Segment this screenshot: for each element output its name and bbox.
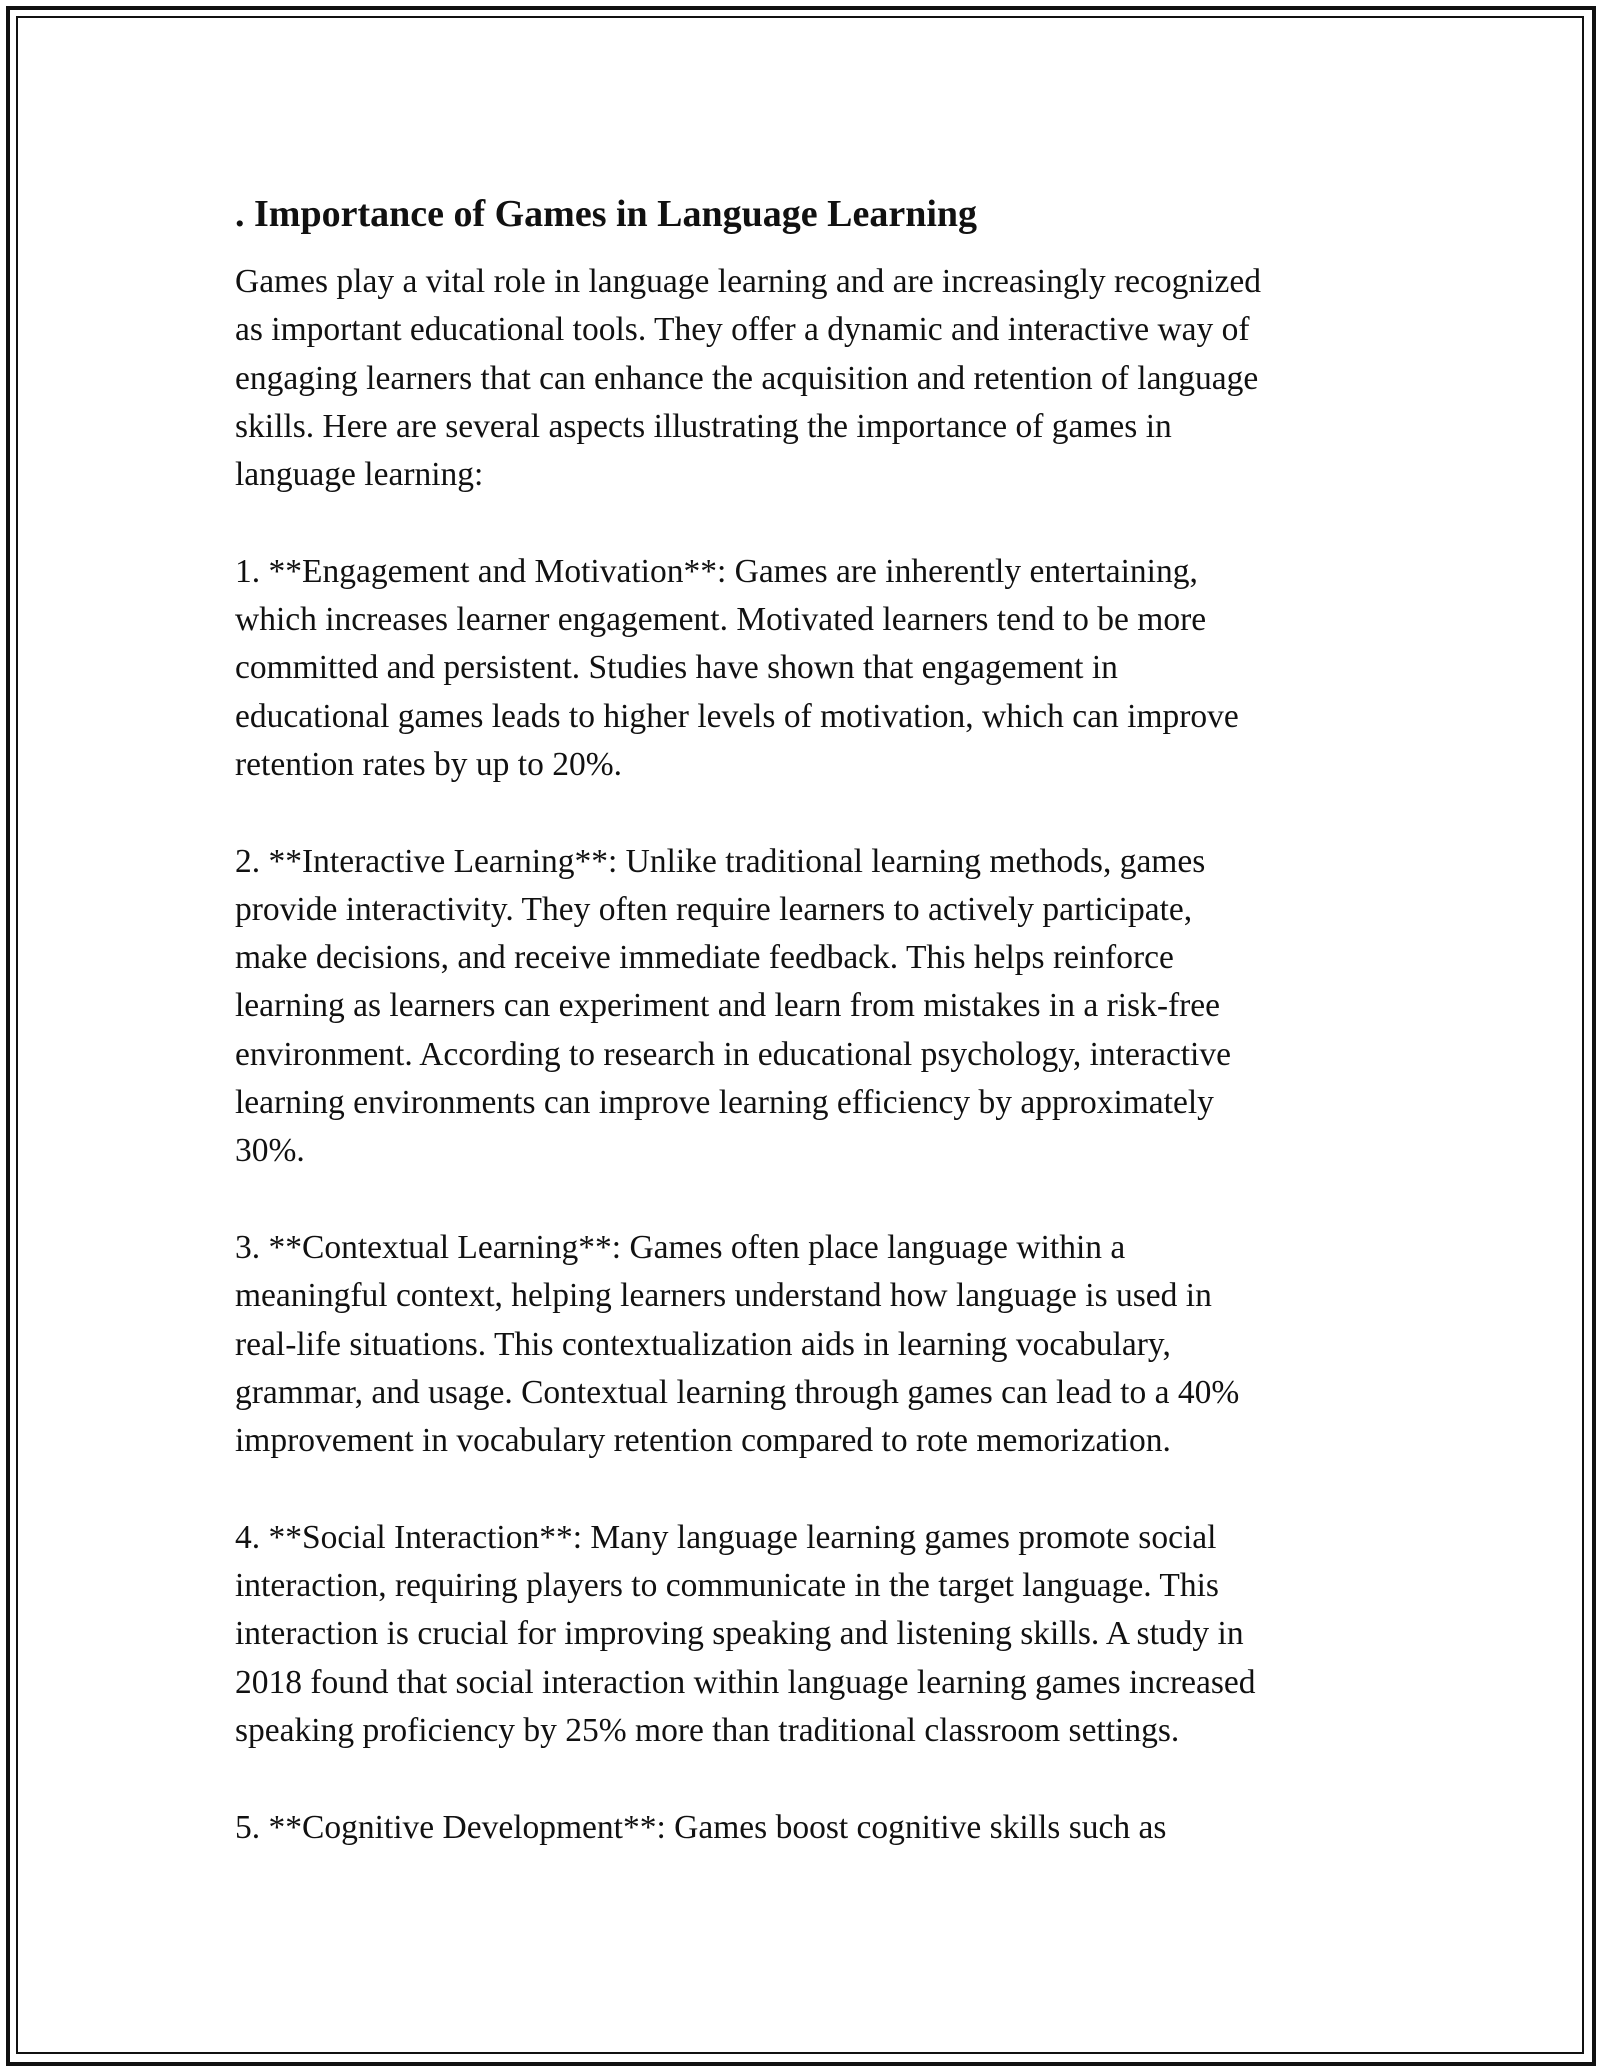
intro-paragraph bbox=[235, 258, 1375, 499]
page-title: . Importance of Games in Language Learning bbox=[235, 193, 978, 235]
text-line: improvement in vocabulary retention compared to rote memorization. bbox=[235, 1422, 1171, 1460]
point-interactive-paragraph bbox=[235, 838, 1375, 1176]
text-line: skills. Here are several aspects illustrating the importance of games in bbox=[235, 407, 1172, 445]
text-line: which increases learner engagement. Motivated learners tend to be more bbox=[235, 601, 1207, 639]
text-line: speaking proficiency by 25% more than traditional classroom settings. bbox=[235, 1711, 1180, 1749]
text-line: as important educational tools. They offer a dynamic and interactive way of bbox=[235, 311, 1250, 349]
point-engagement-paragraph bbox=[235, 548, 1375, 789]
text-line: committed and persistent. Studies have shown that engagement in bbox=[235, 649, 1118, 687]
text-line: meaningful context, helping learners understand how language is used in bbox=[235, 1277, 1212, 1315]
text-line: provide interactivity. They often require learners to actively participate, bbox=[235, 890, 1193, 928]
text-line: 2018 found that social interaction within language learning games increased bbox=[235, 1663, 1256, 1701]
point-contextual-paragraph bbox=[235, 1224, 1375, 1465]
document-body bbox=[235, 186, 1375, 1900]
point-social-paragraph bbox=[235, 1514, 1375, 1755]
text-line: learning as learners can experiment and learn from mistakes in a risk-free bbox=[235, 987, 1221, 1025]
text-line: 5. **Cognitive Development**: Games boost cognitive skills such as bbox=[235, 1808, 1167, 1846]
text-line: 4. **Social Interaction**: Many language learning games promote social bbox=[235, 1518, 1217, 1556]
text-line: 3. **Contextual Learning**: Games often place language within a bbox=[235, 1228, 1126, 1266]
text-line: environment. According to research in educational psychology, interactive bbox=[235, 1035, 1231, 1073]
text-line: grammar, and usage. Contextual learning through games can lead to a 40% bbox=[235, 1373, 1240, 1411]
point-cognitive-paragraph bbox=[235, 1804, 1375, 1852]
text-line: language learning: bbox=[235, 456, 484, 494]
text-line: real-life situations. This contextualization aids in learning vocabulary, bbox=[235, 1325, 1171, 1363]
text-line: 30%. bbox=[235, 1132, 305, 1170]
text-line: Games play a vital role in language learning and are increasingly recognized bbox=[235, 263, 1261, 300]
text-line: engaging learners that can enhance the acquisition and retention of language bbox=[235, 359, 1259, 397]
text-line: retention rates by up to 20%. bbox=[235, 745, 623, 783]
text-line: educational games leads to higher levels of motivation, which can improve bbox=[235, 697, 1239, 735]
text-line: make decisions, and receive immediate feedback. This helps reinforce bbox=[235, 939, 1174, 977]
text-line: interaction is crucial for improving speaking and listening skills. A study in bbox=[235, 1615, 1244, 1653]
text-line: 1. **Engagement and Motivation**: Games are inherently entertaining, bbox=[235, 552, 1198, 590]
text-line: learning environments can improve learning efficiency by approximately bbox=[235, 1084, 1214, 1122]
text-line: 2. **Interactive Learning**: Unlike traditional learning methods, games bbox=[235, 842, 1206, 880]
text-line: interaction, requiring players to communicate in the target language. This bbox=[235, 1567, 1219, 1605]
